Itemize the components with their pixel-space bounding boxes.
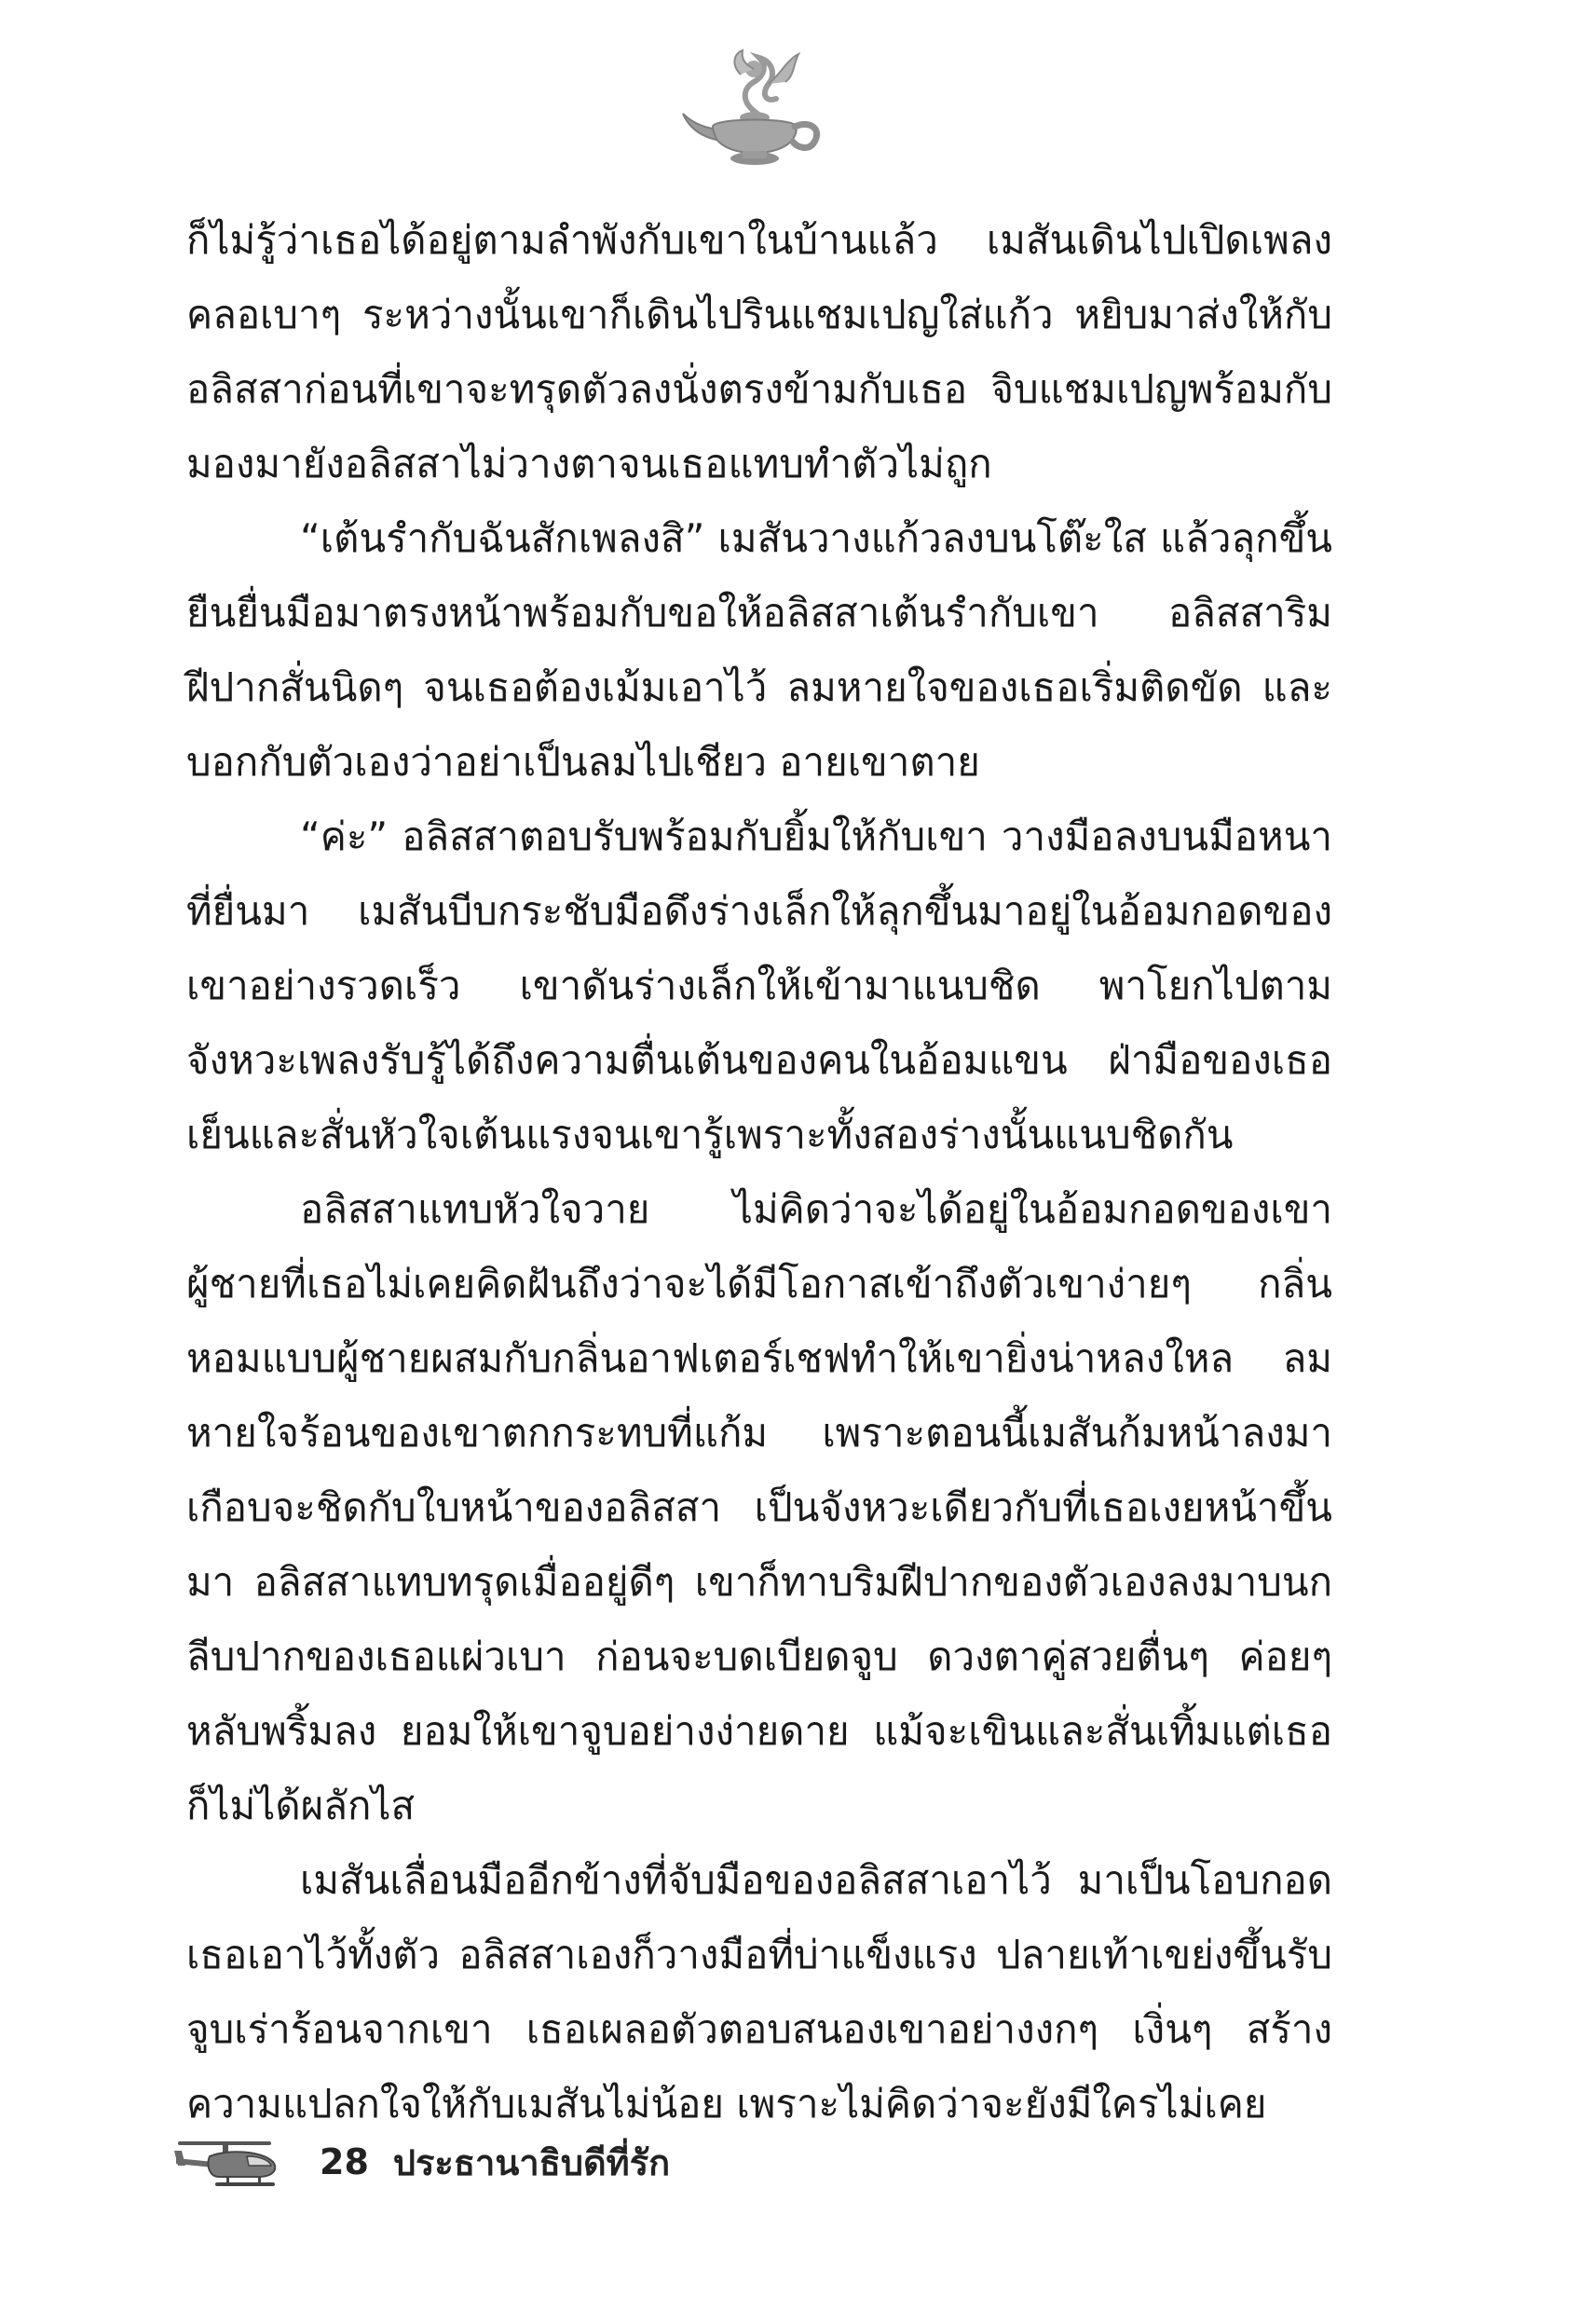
body-text — [186, 203, 1332, 2141]
helicopter-icon — [172, 2134, 284, 2190]
book-title: ประธานาธิบดีที่รัก — [392, 2141, 671, 2183]
paragraph-2: “เต้นรำกับฉันสักเพลงสิ” เมสันวางแก้วลงบนโต๊ะใส แล้วลุกขึ้นยืนยื่นมือมาตรงหน้าพร้อมกับขอให้อลิสสาเต้นรำกับเขา อลิสสาริมฝีปากสั่นนิดๆ จนเธอต้องเม้มเอาไว้ ลมหายใจของเธอเริ่มติดขัด และบอกกับตัวเองว่าอย่าเป็นลมไปเชียว อายเขาตาย — [186, 515, 1332, 785]
genie-lamp-icon — [675, 37, 834, 177]
page-footer — [172, 2134, 670, 2190]
paragraph-5: เมสันเลื่อนมืออีกข้างที่จับมือของอลิสสาเอาไว้ มาเป็นโอบกอดเธอเอาไว้ทั้งตัว อลิสสาเองก็วางมือที่บ่าแข็งแรง ปลายเท้าเขย่งขึ้นรับจูบเร่าร้อนจากเขา เธอเผลอตัวตอบสนองเขาอย่างงกๆ เงิ่นๆ สร้างความแปลกใจให้กับเมสันไม่น้อย เพราะไม่คิดว่าจะยังมีใครไม่เคย — [186, 1857, 1332, 2126]
paragraph-3: “ค่ะ” อลิสสาตอบรับพร้อมกับยิ้มให้กับเขา วางมือลงบนมือหนาที่ยื่นมา เมสันบีบกระชับมือดึงร่างเล็กให้ลุกขึ้นมาอยู่ในอ้อมกอดของเขาอย่างรวดเร็ว เขาดันร่างเล็กให้เข้ามาแนบชิด พาโยกไปตามจังหวะเพลงรับรู้ได้ถึงความตื่นเต้นของคนในอ้อมแขน ฝ่ามือของเธอเย็นและสั่นหัวใจเต้นแรงจนเขารู้เพราะทั้งสองร่างนั้นแนบชิดกัน — [186, 814, 1332, 1157]
paragraph-4: อลิสสาแทบหัวใจวาย ไม่คิดว่าจะได้อยู่ในอ้อมกอดของเขา ผู้ชายที่เธอไม่เคยคิดฝันถึงว่าจะได้มีโอกาสเข้าถึงตัวเขาง่ายๆ กลิ่นหอมแบบผู้ชายผสมกับกลิ่นอาฟเตอร์เชฟทำให้เขายิ่งน่าหลงใหล ลมหายใจร้อนของเขาตกกระทบที่แก้ม เพราะตอนนี้เมสันก้มหน้าลงมาเกือบจะชิดกับใบหน้าของอลิสสา เป็นจังหวะเดียวกับที่เธอเงยหน้าขึ้นมา อลิสสาแทบทรุดเมื่ออยู่ดีๆ เขาก็ทาบริมฝีปากของตัวเองลงมาบนกลีบปากของเธอแผ่วเบา ก่อนจะบดเบียดจูบ ดวงตาคู่สวยตื่นๆ ค่อยๆ หลับพริ้มลง ยอมให้เขาจูบอย่างง่ายดาย แม้จะเขินและสั่นเทิ้มแต่เธอก็ไม่ได้ผลักไส — [186, 1186, 1332, 1828]
page-number: 28 — [320, 2141, 369, 2182]
paragraph-1: ก็ไม่รู้ว่าเธอได้อยู่ตามลำพังกับเขาในบ้านแล้ว เมสันเดินไปเปิดเพลงคลอเบาๆ ระหว่างนั้นเขาก็เดินไปรินแชมเปญใส่แก้ว หยิบมาส่งให้กับอลิสสาก่อนที่เขาจะทรุดตัวลงนั่งตรงข้ามกับเธอ จิบแชมเปญพร้อมกับมองมายังอลิสสาไม่วางตาจนเธอแทบทำตัวไม่ถูก — [186, 217, 1332, 486]
